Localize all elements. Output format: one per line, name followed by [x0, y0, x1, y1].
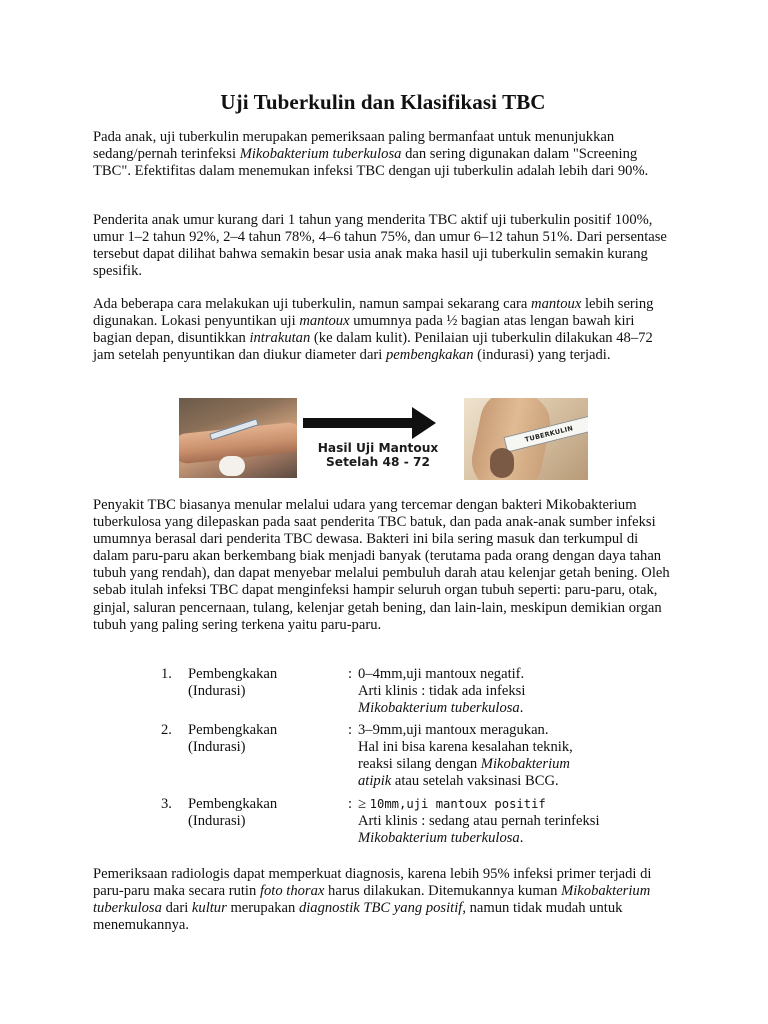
list-term — [188, 666, 338, 700]
italic-term: Mikobakterium tuberkulosa — [358, 700, 520, 717]
finger-shape — [490, 448, 514, 478]
term-line: Pembengkakan — [188, 796, 278, 812]
page-title: Uji Tuberkulin dan Klasifikasi TBC — [220, 90, 546, 114]
term-line: Pembengkakan — [188, 666, 278, 682]
text-span: lebih sering digunakan. Lokasi penyuntikan uji — [93, 296, 654, 330]
text-span: Pada anak, uji tuberkulin merupakan pemeriksaan paling bermanfaat untuk menunjukkan sedang/pernah terinfeksi — [93, 129, 615, 163]
text-span: Ada beberapa cara melakukan uji tuberkulin, namun sampai sekarang cara — [93, 296, 532, 312]
desc-line: Arti klinis : sedang atau pernah terinfeksi — [358, 813, 600, 830]
list-description — [358, 666, 638, 717]
italic-term: intrakutan — [249, 330, 311, 347]
text-span: . — [519, 700, 524, 717]
term-line: (Indurasi) — [188, 813, 246, 830]
list-colon: : — [348, 796, 353, 812]
term-line: (Indurasi) — [188, 683, 246, 700]
desc-line — [358, 756, 638, 773]
arrow-head-icon — [412, 407, 436, 439]
italic-term: foto thorax — [259, 883, 325, 900]
desc-line — [358, 773, 638, 790]
desc-line — [358, 700, 638, 717]
italic-term: mantoux — [299, 313, 350, 330]
list-number: 3. — [161, 796, 172, 812]
italic-term: Mikobakterium tuberkulosa — [239, 146, 402, 163]
list-description — [358, 796, 638, 847]
italic-term: Mikobakterium tuberkulosa — [93, 883, 651, 917]
text-span: harus dilakukan. Ditemukannya kuman — [324, 883, 562, 900]
measuring-ruler: TUBERKULIN — [503, 415, 588, 452]
paragraph-radiology — [93, 866, 673, 934]
injection-photo — [179, 398, 297, 478]
caption-line: Setelah 48 - 72 — [326, 454, 430, 469]
desc-line: Arti klinis : tidak ada infeksi — [358, 683, 526, 700]
text-span: . — [519, 830, 524, 847]
italic-term: kultur — [191, 900, 227, 917]
list-term — [188, 722, 338, 756]
text-span: dari — [161, 900, 192, 917]
list-colon: : — [348, 666, 353, 682]
term-line: (Indurasi) — [188, 739, 246, 756]
glove-shape — [219, 456, 245, 476]
text-span: dan sering digunakan dalam "Screening TBC". Efektifitas dalam menemukan infeksi TBC dengan uji tuberkulin adalah lebih dari 90%. — [93, 146, 649, 180]
text-span: (indurasi) yang terjadi. — [473, 347, 611, 364]
mono-text: 10mm,uji mantoux positif — [369, 797, 546, 811]
paragraph-intro — [93, 129, 673, 180]
caption-line: Hasil Uji Mantoux — [317, 441, 439, 455]
italic-term: atipik — [358, 773, 392, 790]
list-term — [188, 796, 338, 830]
text-span: ≥ — [358, 796, 370, 812]
arrow-right-icon — [303, 418, 418, 428]
italic-term: pembengkakan — [386, 347, 474, 364]
text-span: umumnya pada ½ bagian atas lengan bawah kiri bagian depan, disuntikkan — [93, 313, 635, 347]
paragraph-statistics: Penderita anak umur kurang dari 1 tahun yang menderita TBC aktif uji tuberkulin positif 100%, umur 1–2 tahun 92%, 2–4 tahun 78%, 4–6 tahun 75%, dan umur 6–12 tahun 51%. Dari persentase tersebut dapat dilihat bahwa semakin besar usia anak maka hasil uji tuberkulin semakin kurang spesifik. — [93, 212, 667, 280]
paragraph-transmission: Penyakit TBC biasanya menular melalui udara yang tercemar dengan bakteri Mikobakterium tuberkulosa yang dilepaskan pada saat penderita TBC batuk, dan pada anak-anak sumber infeksi umumnya berasal dari penderita TBC dewasa. Bakteri ini bila sering masuk dan terkumpul di dalam paru-paru akan berkembang biak menjadi banyak (terutama pada orang dengan daya tahan tubuh yang rendah), dan dapat menyebar melalui pembuluh darah atau kelenjar getah bening. Oleh sebab itulah infeksi TBC dapat menginfeksi hampir seluruh organ tubuh seperti: paru-paru, otak, ginjal, saluran pencernaan, tulang, kelenjar getah bening, dan lain-lain, meskipun demikian organ tubuh yang paling sering terkena yaitu paru-paru. — [93, 497, 670, 633]
text-span: reaksi silang dengan — [358, 756, 481, 773]
term-line: Pembengkakan — [188, 722, 278, 738]
list-description — [358, 722, 638, 790]
desc-line: 0–4mm,uji mantoux negatif. — [358, 666, 525, 682]
text-span: merupakan — [226, 900, 299, 917]
desc-line: Hal ini bisa karena kesalahan teknik, — [358, 739, 573, 756]
italic-term: Mikobakterium — [480, 756, 570, 773]
list-colon: : — [348, 722, 353, 738]
text-span: (ke dalam kulit). Penilaian uji tuberkulin dilakukan 48–72 jam setelah penyuntikan dan diukur diameter dari — [93, 330, 653, 364]
desc-line: 3–9mm,uji mantoux meragukan. — [358, 722, 549, 738]
desc-line — [358, 830, 638, 847]
text-span: atau setelah vaksinasi BCG. — [391, 773, 559, 790]
list-number: 2. — [161, 722, 172, 738]
desc-line — [358, 796, 638, 813]
figure-caption — [303, 442, 453, 469]
list-number: 1. — [161, 666, 172, 682]
text-span: , namun tidak mudah untuk menemukannya. — [93, 900, 623, 934]
mantoux-test-figure — [179, 398, 589, 480]
italic-term: mantoux — [531, 296, 582, 312]
italic-term: Mikobakterium tuberkulosa — [358, 830, 520, 847]
result-photo — [464, 398, 588, 480]
italic-term: diagnostik TBC yang positif — [298, 900, 463, 917]
text-span: Pemeriksaan radiologis dapat memperkuat diagnosis, karena lebih 95% infeksi primer terjadi di paru-paru maka secara rutin — [93, 866, 652, 900]
paragraph-mantoux — [93, 296, 673, 364]
